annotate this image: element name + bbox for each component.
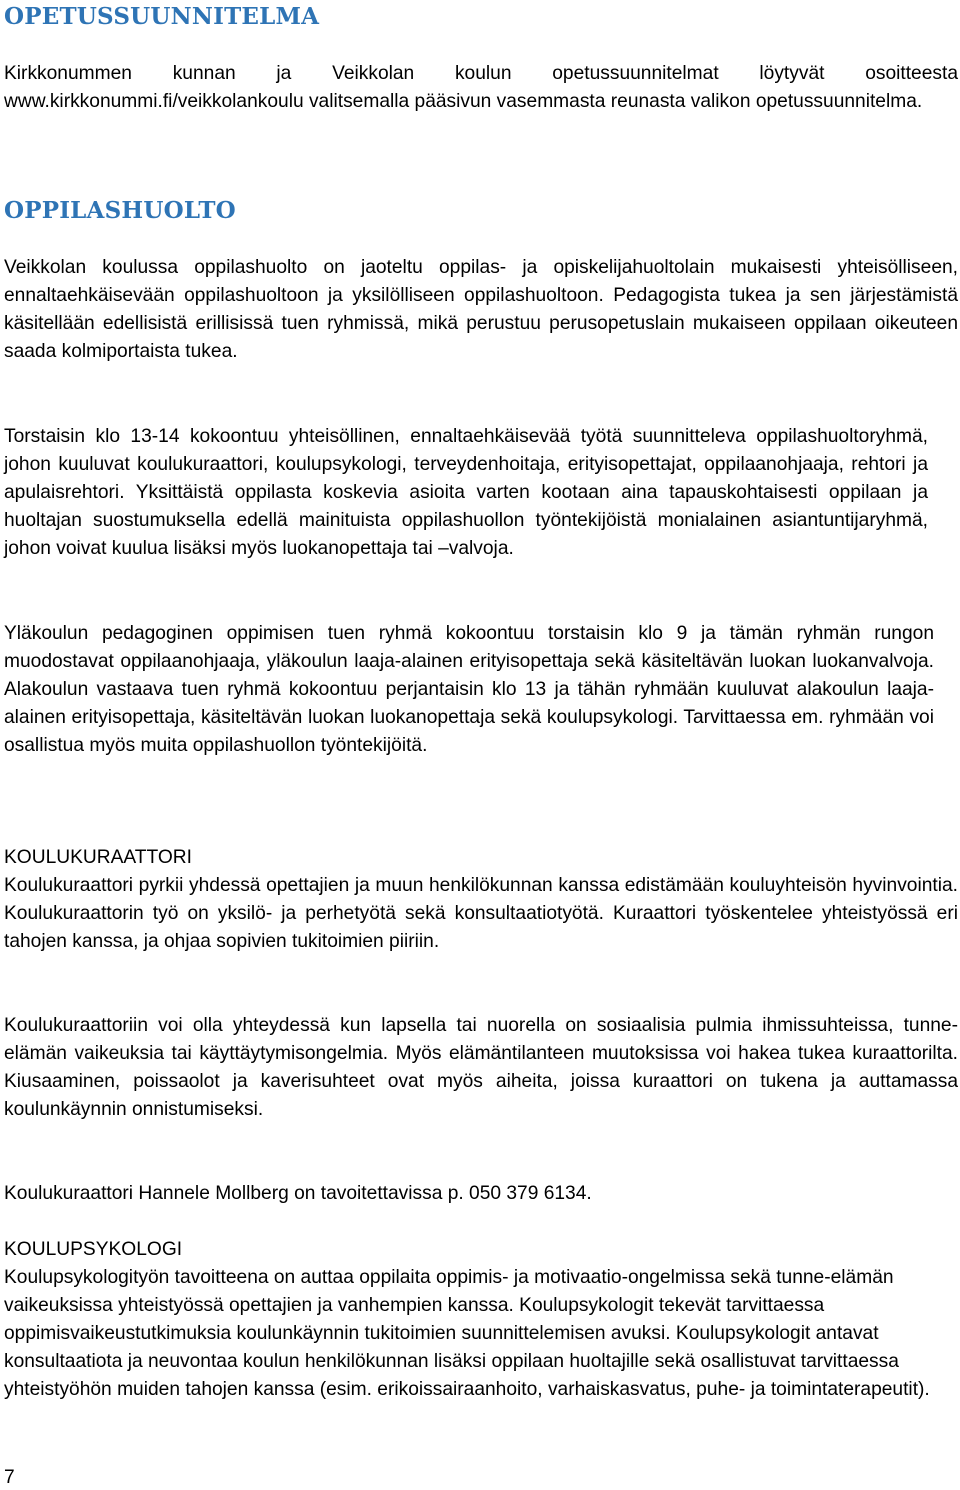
paragraph-koulukuraattori-1: Koulukuraattori pyrkii yhdessä opettajien ja muun henkilökunnan kanssa edistämään kouluyhteisön hyvinvointia. Koulukuraattorin työ on yksilö- ja perhetyötä sekä konsultaatiotyötä. Kuraattori työskentelee yhteistyössä eri tahojen kanssa, ja ohjaa sopivien tukitoimien piiriin. <box>4 875 958 952</box>
paragraph-koulupsykologi-1: Koulupsykologityön tavoitteena on auttaa oppilaita oppimis- ja motivaatio-ongelmissa sekä tunne-elämän vaikeuksissa yhteistyössä opettajien ja vanhempien kanssa. Koulupsykologit tekevät tarvittaessa oppimisvaikeustutkimuksia koulunkäynnin tukitoimien suunnittelemisen avuksi. Koulupsykologit antavat konsultaatiota ja neuvontaa koulun henkilökunnan lisäksi oppilaan huoltajille sekä osallistuvat tarvittaessa yhteistyöhön muiden tahojen kanssa (esim. erikoissairaanhoito, varhaiskasvatus, puhe- ja toimintaterapeutit). <box>4 1267 930 1400</box>
heading-koulukuraattori: KOULUKURAATTORI <box>4 847 192 868</box>
paragraph-oppilashuolto-3: Yläkoulun pedagoginen oppimisen tuen ryhmä kokoontuu torstaisin klo 9 ja tämän ryhmän rungon muodostavat oppilaanohjaaja, yläkoulun laaja-alainen erityisopettaja sekä käsiteltävän luokan luokanvalvoja. Alakoulun vastaava tuen ryhmä kokoontuu perjantaisin klo 13 ja tähän ryhmään kuuluvat alakoulun laaja-alainen erityisopettaja, käsiteltävän luokan luokanopettaja sekä koulupsykologi. Tarvittaessa em. ryhmään voi osallistua myös muita oppilashuollon työntekijöitä. <box>4 623 934 756</box>
page-number: 7 <box>4 1467 15 1488</box>
heading-opetussuunnitelma: OPETUSSUUNNITELMA <box>4 3 320 30</box>
paragraph-koulukuraattori-2: Koulukuraattoriin voi olla yhteydessä kun lapsella tai nuorella on sosiaalisia pulmia ihmissuhteissa, tunne-elämän vaikeuksia tai käyttäytymisongelmia. Myös elämäntilanteen muutoksissa voi hakea tukea kuraattorilta. Kiusaaminen, poissaolot ja kaverisuhteet ovat myös aiheita, joissa kuraattori on tukena ja auttamassa koulunkäynnin onnistumiseksi. <box>4 1015 958 1120</box>
paragraph-oppilashuolto-1: Veikkolan koulussa oppilashuolto on jaoteltu oppilas- ja opiskelijahuoltolain mukaisesti yhteisölliseen, ennaltaehkäisevään oppilashuoltoon ja yksilölliseen oppilashuoltoon. Pedagogista tukea ja sen järjestämistä käsitellään edellisistä erillisissä tuen ryhmissä, mikä perustuu perusopetuslain mukaiseen oppilaan oikeuteen saada kolmiportaista tukea. <box>4 257 958 362</box>
heading-oppilashuolto: OPPILASHUOLTO <box>4 197 236 224</box>
paragraph-oppilashuolto-2: Torstaisin klo 13-14 kokoontuu yhteisöllinen, ennaltaehkäisevää työtä suunnitteleva oppilashuoltoryhmä, johon kuuluvat koulukuraattori, koulupsykologi, terveydenhoitaja, erityisopettajat, oppilaanohjaaja, rehtori ja apulaisrehtori. Yksittäistä oppilasta koskevia asioita varten kootaan aina tapauskohtaisesti oppilaan ja huoltajan suostumuksella edellä mainituista oppilashuollon työntekijöistä monialainen asiantuntijaryhmä, johon voivat kuulua lisäksi myös luokanopettaja tai –valvoja. <box>4 426 928 559</box>
heading-koulupsykologi: KOULUPSYKOLOGI <box>4 1239 183 1260</box>
paragraph-opetussuunnitelma: Kirkkonummen kunnan ja Veikkolan koulun opetussuunnitelmat löytyvät osoitteesta www.kirkkonummi.fi/veikkolankoulu valitsemalla pääsivun vasemmasta reunasta valikon opetussuunnitelma. <box>4 63 958 112</box>
paragraph-koulukuraattori-contact: Koulukuraattori Hannele Mollberg on tavoitettavissa p. 050 379 6134. <box>4 1183 592 1204</box>
